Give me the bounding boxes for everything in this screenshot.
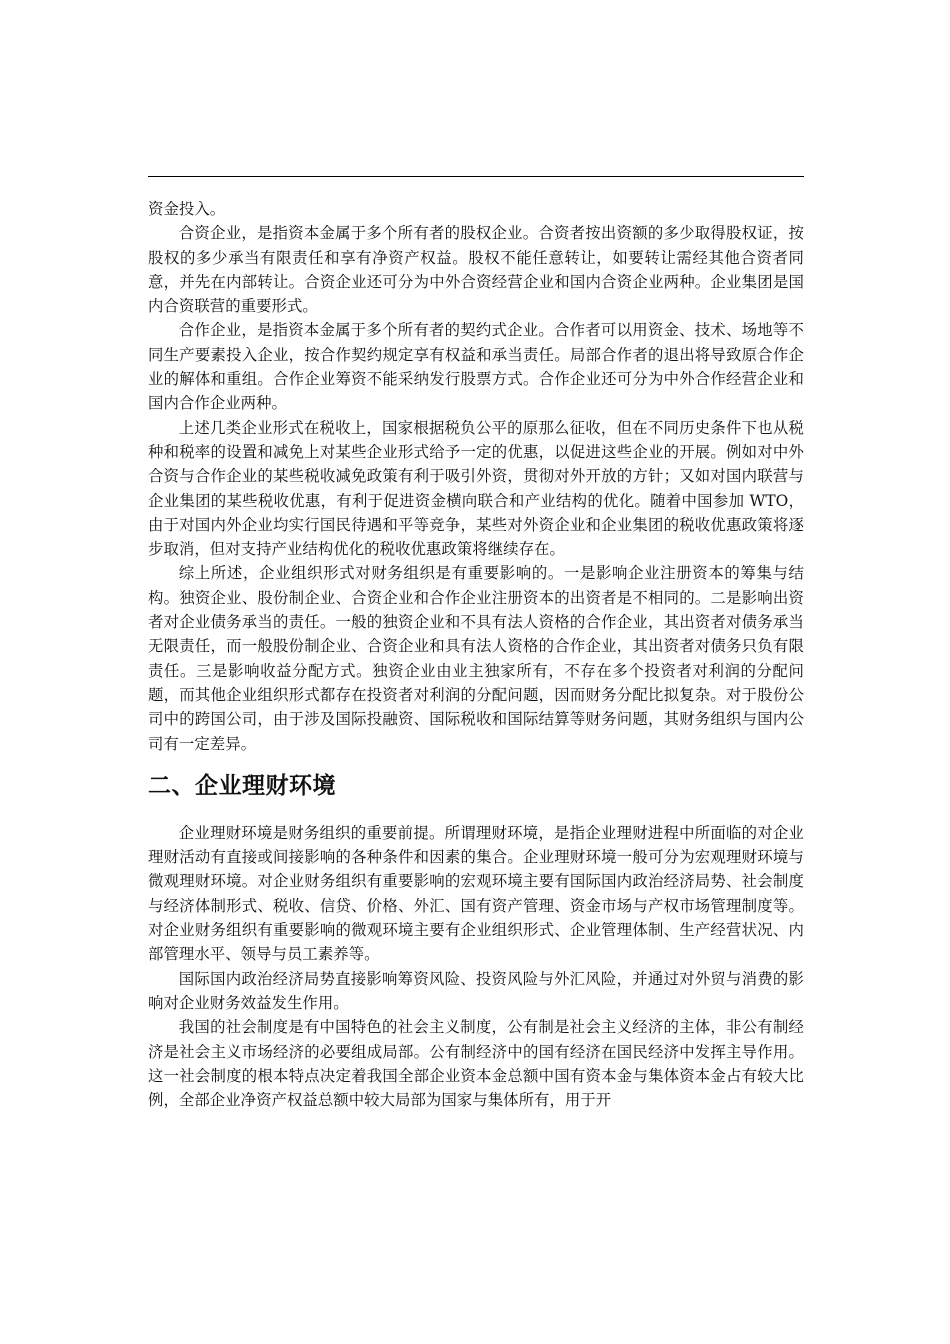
paragraph-summary: 综上所述，企业组织形式对财务组织是有重要影响的。一是影响企业注册资本的筹集与结构。独资企业、股份制企业、合资企业和合作企业注册资本的出资者是不相同的。二是影响出资者对企业债务承当的责任。一般的独资企业和不具有法人资格的合作企业，其出资者对债务承当无限责任，而一般股份制企业、合资企业和具有法人资格的合作企业，其出资者对债务只负有限责任。三是影响收益分配方式。独资企业由业主独家所有，不存在多个投资者对利润的分配问题，而其他企业组织形式都存在投资者对利润的分配问题，因而财务分配比拟复杂。对于股份公司中的跨国公司，由于涉及国际投融资、国际税收和国际结算等财务问题，其财务组织与国内公司有一定差异。: [148, 564, 804, 753]
paragraph-financial-environment: 企业理财环境是财务组织的重要前提。所谓理财环境，是指企业理财进程中所面临的对企业理财活动有直接或间接影响的各种条件和因素的集合。企业理财环境一般可分为宏观理财环境与微观理财环境。对企业财务组织有重要影响的宏观环境主要有国际国内政治经济局势、社会制度与经济体制形式、税收、信贷、价格、外汇、国有资产管理、资金市场与产权市场管理制度等。对企业财务组织有重要影响的微观环境主要有企业组织形式、企业管理体制、生产经营状况、内部管理水平、领导与员工素养等。: [148, 823, 804, 964]
paragraph-political-economy: 国际国内政治经济局势直接影响筹资风险、投资风险与外汇风险，并通过对外贸与消费的影响对企业财务效益发生作用。: [148, 969, 804, 1012]
paragraph-joint-venture: 合资企业，是指资本金属于多个所有者的股权企业。合资者按出资额的多少取得股权证，按股权的多少承当有限责任和享有净资产权益。股权不能任意转让，如要转让需经其他合资者同意，并先在内部转让。合资企业还可分为中外合资经营企业和国内合资企业两种。企业集团是国内合资联营的重要形式。: [148, 224, 804, 316]
section-heading: 二、企业理财环境: [148, 772, 336, 799]
paragraph-social-system: 我国的社会制度是有中国特色的社会主义制度，公有制是社会主义经济的主体，非公有制经济是社会主义市场经济的必要组成局部。公有制经济中的国有经济在国民经济中发挥主导作用。这一社会制度的根本特点决定着我国全部企业资本金总额中国有资本金与集体资本金占有较大比例，全部企业净资产权益总额中较大局部为国家与集体所有，用于开: [148, 1018, 804, 1110]
header-rule: [148, 176, 804, 177]
paragraph-cooperative-enterprise: 合作企业，是指资本金属于多个所有者的契约式企业。合作者可以用资金、技术、场地等不同生产要素投入企业，按合作契约规定享有权益和承当责任。局部合作者的退出将导致原合作企业的解体和重组。合作企业筹资不能采纳发行股票方式。合作企业还可分为中外合作经营企业和国内合作企业两种。: [148, 321, 804, 413]
paragraph-continuation: 资金投入。: [148, 200, 226, 218]
document-body: [148, 197, 804, 1112]
paragraph-taxation: 上述几类企业形式在税收上，国家根据税负公平的原那么征收，但在不同历史条件下也从税种和税率的设置和减免上对某些企业形式给予一定的优惠，以促进这些企业的开展。例如对中外合资与合作企业的某些税收减免政策有利于吸引外资，贯彻对外开放的方针；又如对国内联营与企业集团的某些税收优惠，有利于促进资金横向联合和产业结构的优化。随着中国参加 WTO，由于对国内外企业均实行国民待遇和平等竞争，某些对外资企业和企业集团的税收优惠政策将逐步取消，但对支持产业结构优化的税收优惠政策将继续存在。: [148, 418, 804, 559]
